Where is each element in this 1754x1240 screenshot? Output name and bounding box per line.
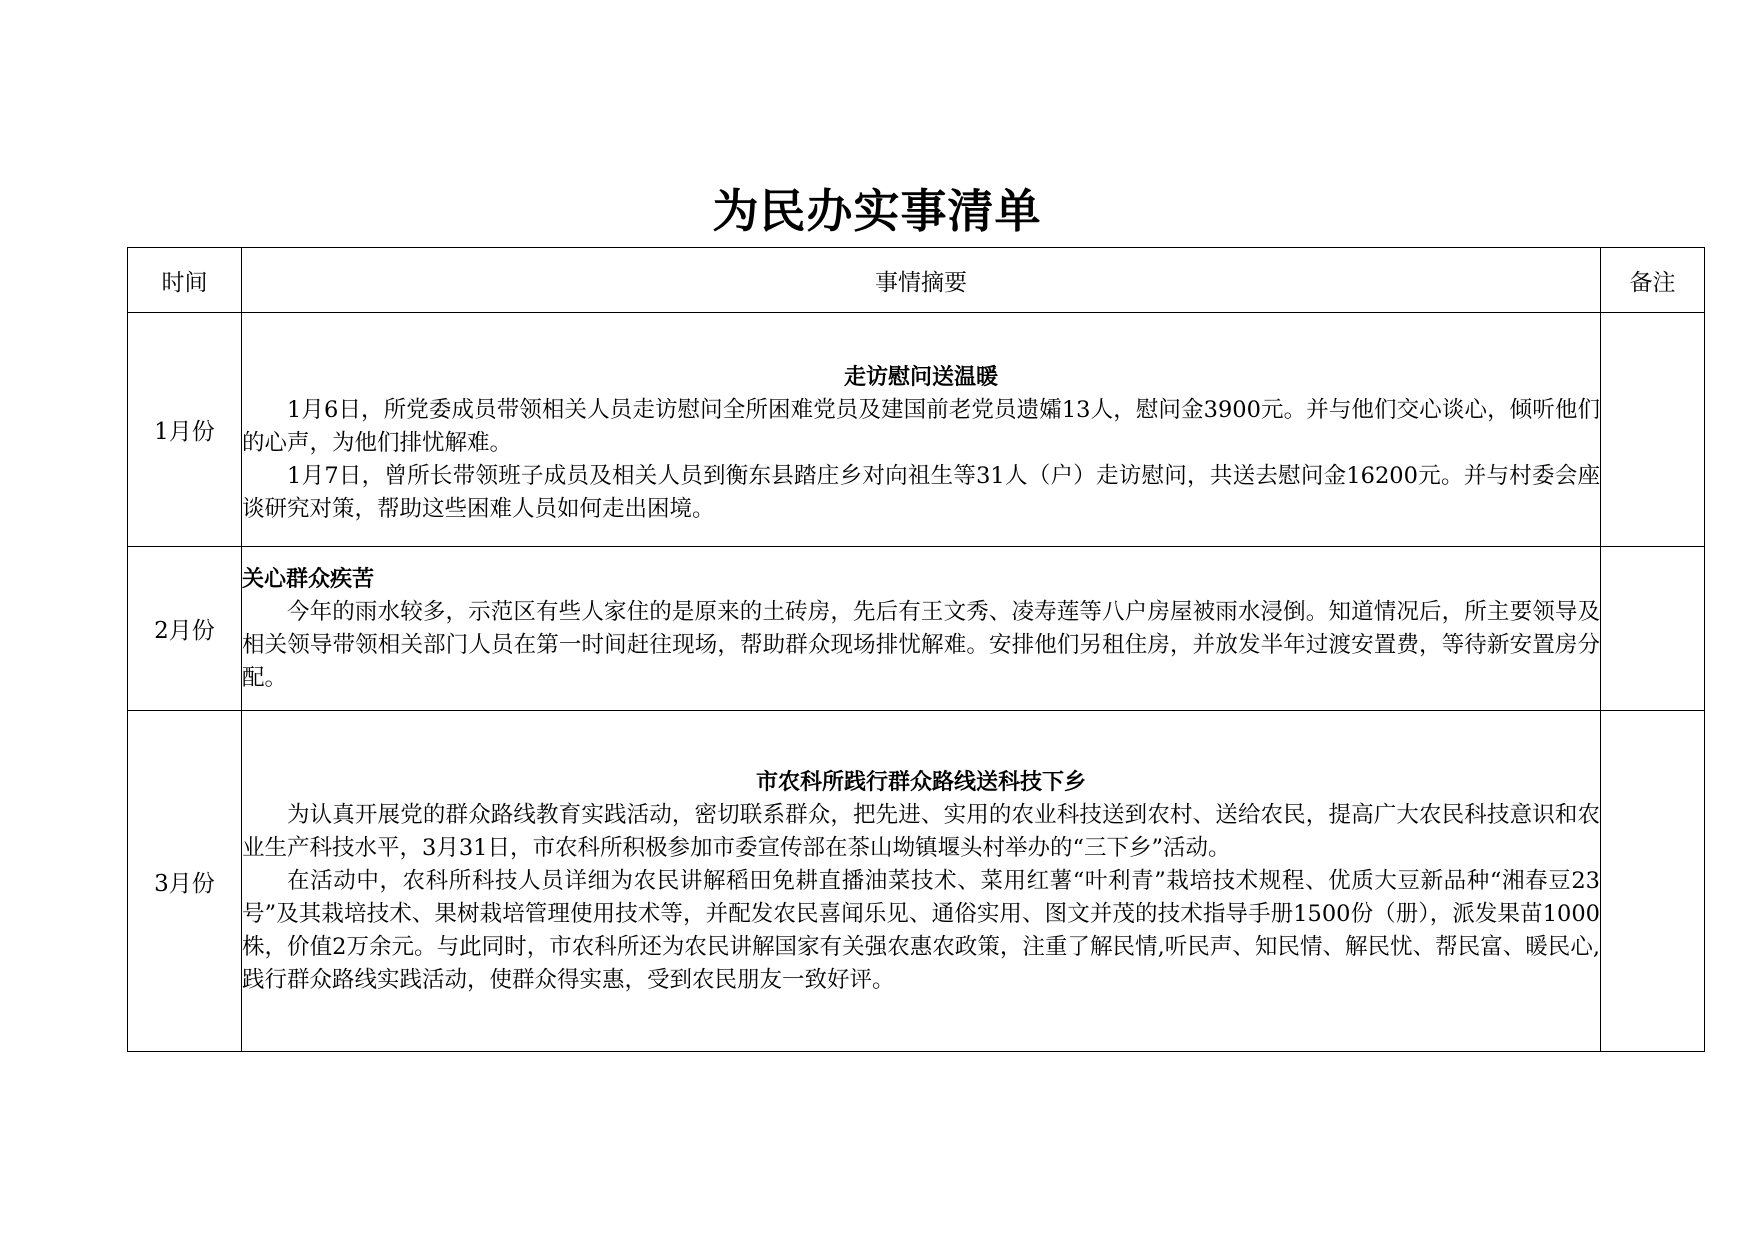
row-heading: 走访慰问送温暖 [843, 364, 998, 390]
header-time: 时间 [128, 248, 242, 313]
row-note [1601, 547, 1705, 711]
row-note [1601, 313, 1705, 547]
records-table [127, 247, 1705, 1052]
row-paragraph: 今年的雨水较多，示范区有些人家住的是原来的土砖房，先后有王文秀、凌寿莲等八户房屋被雨水浸倒。知道情况后，所主要领导及相关领导带领相关部门人员在第一时间赶往现场，帮助群众现场排忧解难。安排他们另租住房，并放发半年过渡安置费，等待新安置房分配。 [242, 599, 1600, 691]
row-paragraph: 1月7日，曾所长带领班子成员及相关人员到衡东县踏庄乡对向祖生等31人（户）走访慰问，共送去慰问金16200元。并与村委会座谈研究对策，帮助这些困难人员如何走出困境。 [242, 462, 1600, 522]
row-note [1601, 711, 1705, 1052]
row-paragraph: 为认真开展党的群众路线教育实践活动，密切联系群众，把先进、实用的农业科技送到农村、送给农民，提高广大农民科技意识和农业生产科技水平，3月31日，市农科所积极参加市委宣传部在茶山坳镇堰头村举办的“三下乡”活动。 [242, 801, 1600, 861]
row-time: 3月份 [128, 711, 242, 1052]
header-row [128, 248, 1705, 313]
row-heading: 关心群众疾苦 [242, 567, 375, 592]
row-heading: 市农科所践行群众路线送科技下乡 [755, 769, 1086, 795]
row-summary [242, 711, 1601, 1052]
row-summary [242, 547, 1601, 711]
row-paragraph: 在活动中，农科所科技人员详细为农民讲解稻田免耕直播油菜技术、菜用红薯“叶利青”栽培技术规程、优质大豆新品种“湘春豆23号”及其栽培技术、果树栽培管理使用技术等，并配发农民喜闻乐见、通俗实用、图文并茂的技术指导手册1500份（册），派发果苗1000株，价值2万余元。与此同时，市农科所还为农民讲解国家有关强农惠农政策，注重了解民情,听民声、知民情、解民忧、帮民富、暖民心,践行群众路线实践活动，使群众得实惠，受到农民朋友一致好评。 [242, 867, 1600, 993]
row-paragraph: 1月6日，所党委成员带领相关人员走访慰问全所困难党员及建国前老党员遗孀13人，慰问金3900元。并与他们交心谈心，倾听他们的心声，为他们排忧解难。 [242, 396, 1600, 456]
header-summary: 事情摘要 [242, 248, 1601, 313]
table-row [128, 711, 1705, 1052]
row-summary [242, 313, 1601, 547]
table-row [128, 547, 1705, 711]
document-title: 为民办实事清单 [712, 184, 1042, 238]
row-time: 1月份 [128, 313, 242, 547]
row-time: 2月份 [128, 547, 242, 711]
table-row [128, 313, 1705, 547]
header-note: 备注 [1601, 248, 1705, 313]
